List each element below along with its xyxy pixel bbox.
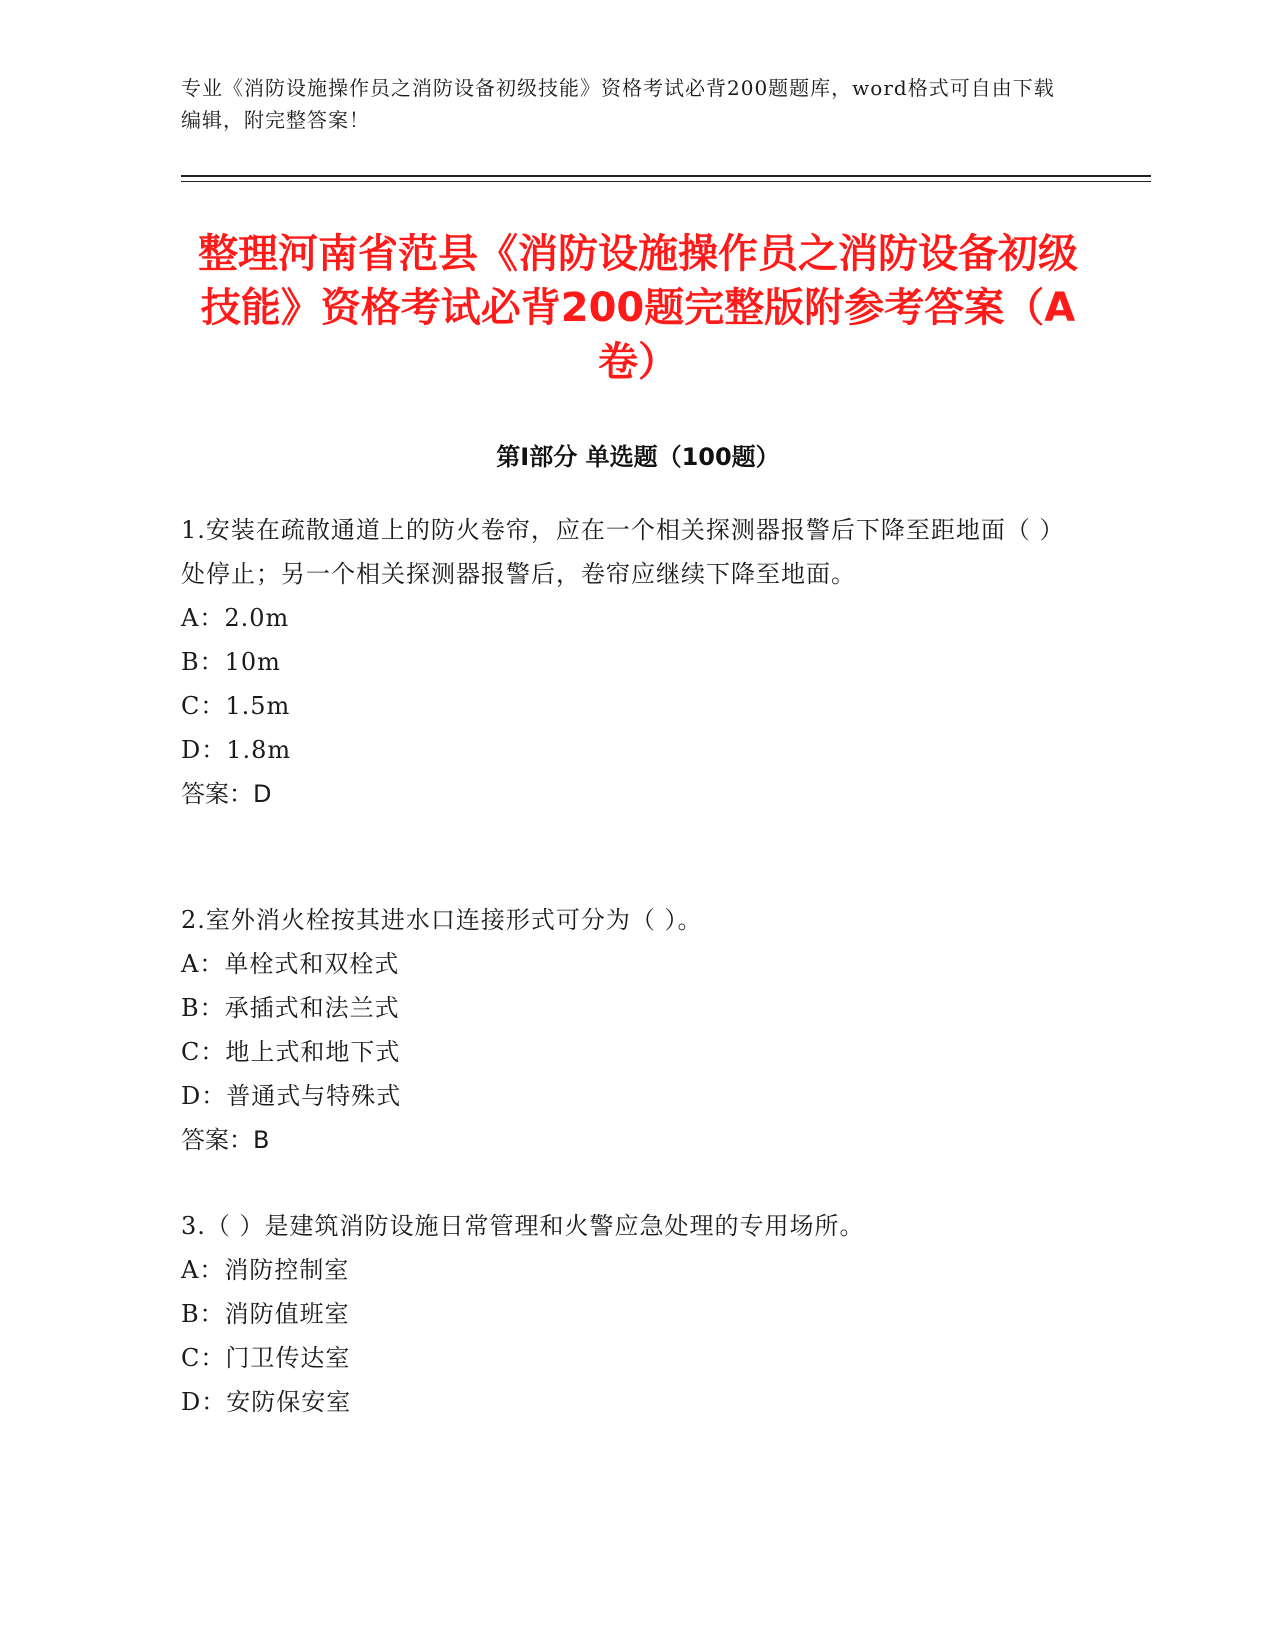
option-c: C：1.5m [181, 692, 291, 720]
answer: 答案：B [181, 1126, 270, 1154]
option-d: D：安防保安室 [181, 1388, 352, 1416]
option-b: B：消防值班室 [181, 1300, 350, 1328]
question-stem: 3.（ ）是建筑消防设施日常管理和火警应急处理的专用场所。 [181, 1212, 865, 1240]
question-2 [181, 898, 1061, 1162]
option-b: B：承插式和法兰式 [181, 994, 400, 1022]
answer: 答案：D [181, 780, 272, 808]
header-divider-thin [181, 181, 1151, 182]
option-c: C：门卫传达室 [181, 1344, 351, 1372]
header-note: 专业《消防设施操作员之消防设备初级技能》资格考试必背200题题库，word格式可自由下载编辑，附完整答案！ [181, 76, 1055, 132]
question-stem: 1.安装在疏散通道上的防火卷帘，应在一个相关探测器报警后下降至距地面（ ）处停止；另一个相关探测器报警后，卷帘应继续下降至地面。 [181, 516, 1053, 588]
option-c: C：地上式和地下式 [181, 1038, 401, 1066]
section-title: 第I部分 单选题（100题） [496, 443, 780, 471]
header-divider-thick [181, 175, 1151, 177]
option-d: D：普通式与特殊式 [181, 1082, 402, 1110]
option-b: B：10m [181, 648, 281, 676]
document-title: 整理河南省范县《消防设施操作员之消防设备初级技能》资格考试必背200题完整版附参考答案（A卷） [198, 231, 1078, 385]
question-stem: 2.室外消火栓按其进水口连接形式可分为（ ）。 [181, 906, 703, 934]
option-a: A：2.0m [181, 604, 290, 632]
option-a: A：消防控制室 [181, 1256, 350, 1284]
question-3 [181, 1204, 1061, 1424]
question-1 [181, 508, 1061, 816]
option-a: A：单栓式和双栓式 [181, 950, 400, 978]
option-d: D：1.8m [181, 736, 292, 764]
